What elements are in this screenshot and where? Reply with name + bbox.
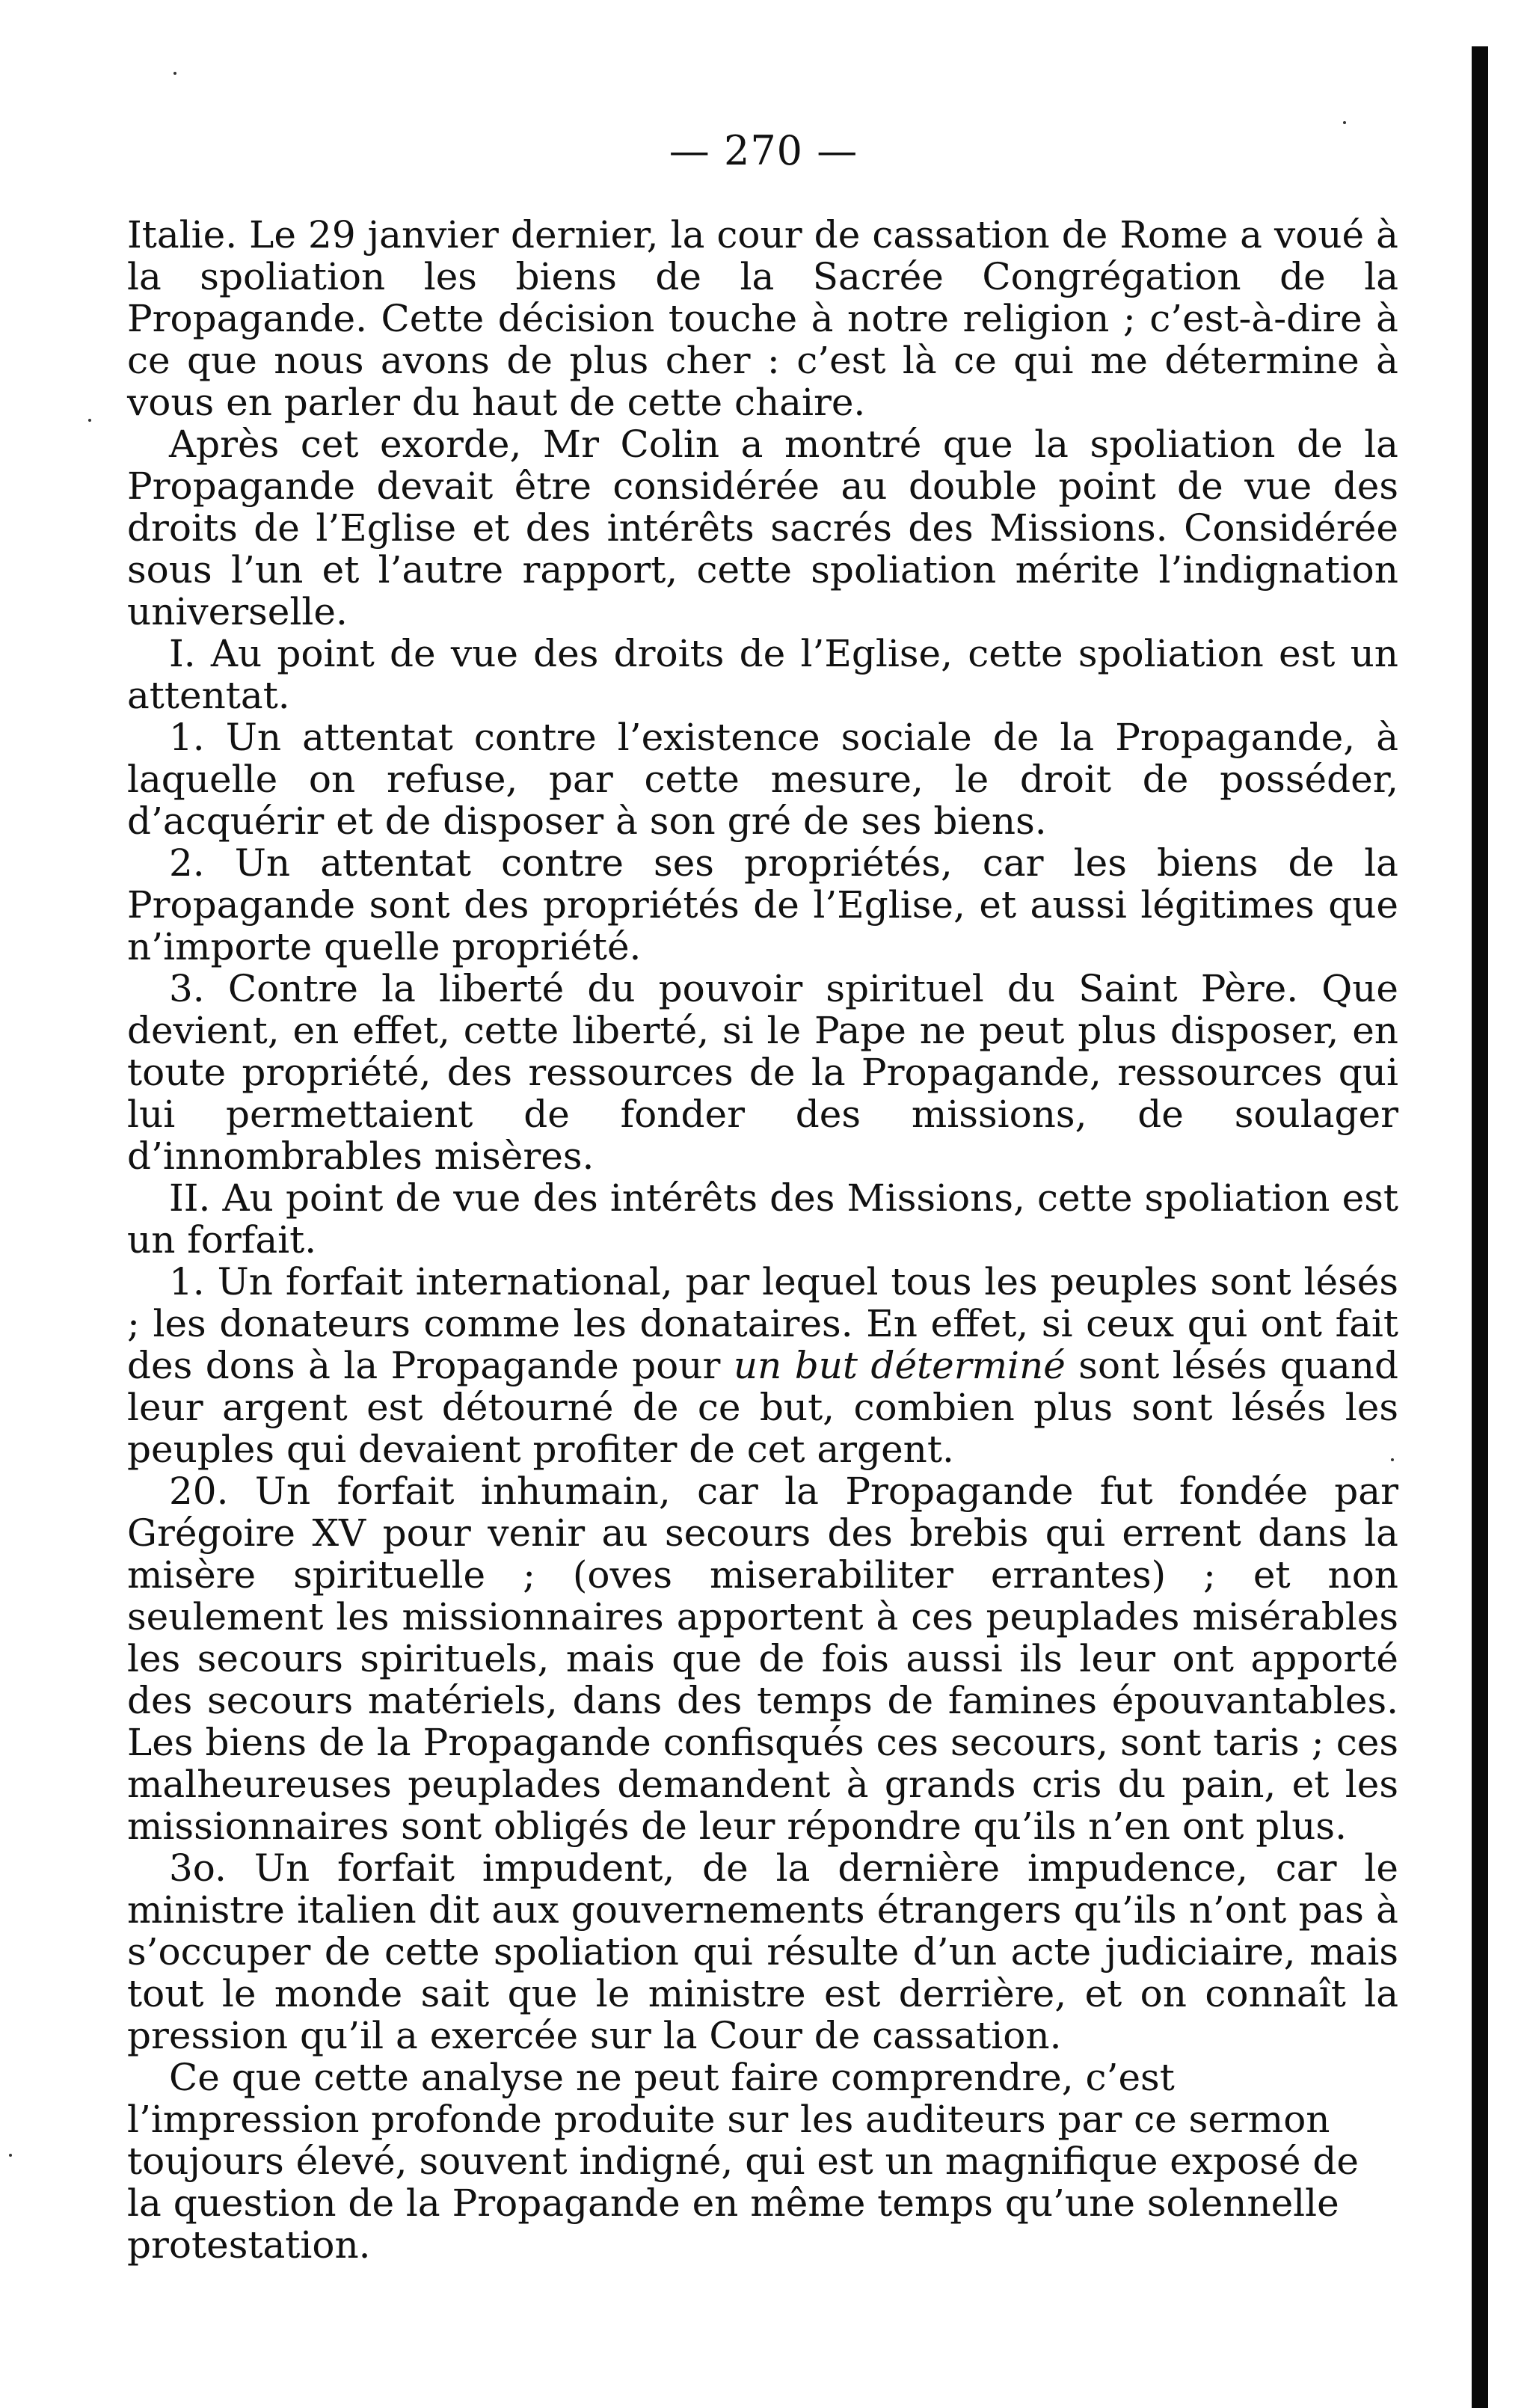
paragraph-forfait-1 <box>127 1261 1398 1470</box>
page-edge-shadow <box>1472 46 1488 2408</box>
paragraph-conclusion: Ce que cette analyse ne peut faire comprendre, c’est l’impression profonde produite sur les auditeurs par ce sermon toujours élevé, souvent indigné, qui est un magnifique exposé de la question de la Propagande en même temps qu’une solennelle protestation. <box>127 2056 1359 2267</box>
paragraph-forfait-2: 20. Un forfait inhumain, car la Propagande fut fondée par Grégoire XV pour venir au secours des brebis qui errent dans la misère spirituelle ; (oves miserabiliter errantes) ; et non seulement les missionnaires apportent à ces peuplades misérables les secours spirituels, mais que de fois aussi ils leur ont apporté des secours matériels, dans des temps de famines épouvantables. Les biens de la Propagande confisqués ces secours, sont taris ; ces malheureuses peuplades demandent à grands cris du pain, et les missionnaires sont obligés de leur répondre qu’ils n’en ont plus. <box>127 1469 1398 1848</box>
paragraph-point-3: 3. Contre la liberté du pouvoir spirituel du Saint Père. Que devient, en effet, cette liberté, si le Pape ne peut plus disposer, en toute propriété, des ressources de la Propagande, ressources qui lui permettaient de fonder des missions, de soulager d’innombrables misères. <box>127 967 1398 1178</box>
paragraph-section-2: II. Au point de vue des intérêts des Missions, cette spoliation est un forfait. <box>127 1176 1398 1262</box>
forfait-text-after: sont lésés quand leur argent est détourné de ce but, combien plus sont lésés les peuples qui devaient profiter de cet argent. <box>127 1344 1398 1471</box>
print-speck <box>173 72 176 75</box>
forfait-text-before: 1. Un forfait international, par lequel tous les peuples sont lésés ; les donateurs comme les donataires. En effet, si ceux qui ont fait des dons à la Propagande pour <box>127 1260 1398 1387</box>
paragraph-section-1: I. Au point de vue des droits de l’Eglise, cette spoliation est un attentat. <box>127 632 1398 717</box>
print-speck <box>88 419 91 422</box>
paragraph-forfait-3: 3o. Un forfait impudent, de la dernière impudence, car le ministre italien dit aux gouvernements étrangers qu’ils n’ont pas à s’occuper de cette spoliation qui résulte d’un acte judiciaire, mais tout le monde sait que le ministre est derrière, et on connaît la pression qu’il a exercée sur la Cour de cassation. <box>127 1846 1398 2057</box>
forfait-emphasis: un but déterminé <box>733 1344 1066 1387</box>
paragraph-intro: Italie. Le 29 janvier dernier, la cour de cassation de Rome a voué à la spoliation les biens de la Sacrée Congrégation de la Propagande. Cette décision touche à notre religion ; c’est-à-dire à ce que nous avons de plus cher : c’est là ce qui me détermine à vous en parler du haut de cette chaire. <box>127 213 1398 424</box>
print-speck <box>1343 121 1346 124</box>
body-text <box>127 214 1398 2266</box>
paragraph-point-1: 1. Un attentat contre l’existence sociale de la Propagande, à laquelle on refuse, par cette mesure, le droit de posséder, d’acquérir et de disposer à son gré de ses biens. <box>127 716 1398 843</box>
paragraph-point-2: 2. Un attentat contre ses propriétés, car les biens de la Propagande sont des propriétés de l’Eglise, et aussi légitimes que n’importe quelle propriété. <box>127 841 1398 968</box>
print-speck <box>1391 1458 1394 1461</box>
paragraph-exorde: Après cet exorde, Mr Colin a montré que la spoliation de la Propagande devait être considérée au double point de vue des droits de l’Eglise et des intérêts sacrés des Missions. Considérée sous l’un et l’autre rapport, cette spoliation mérite l’indignation universelle. <box>127 423 1398 633</box>
page-number: — 270 — <box>669 127 858 174</box>
print-speck <box>9 2154 12 2157</box>
